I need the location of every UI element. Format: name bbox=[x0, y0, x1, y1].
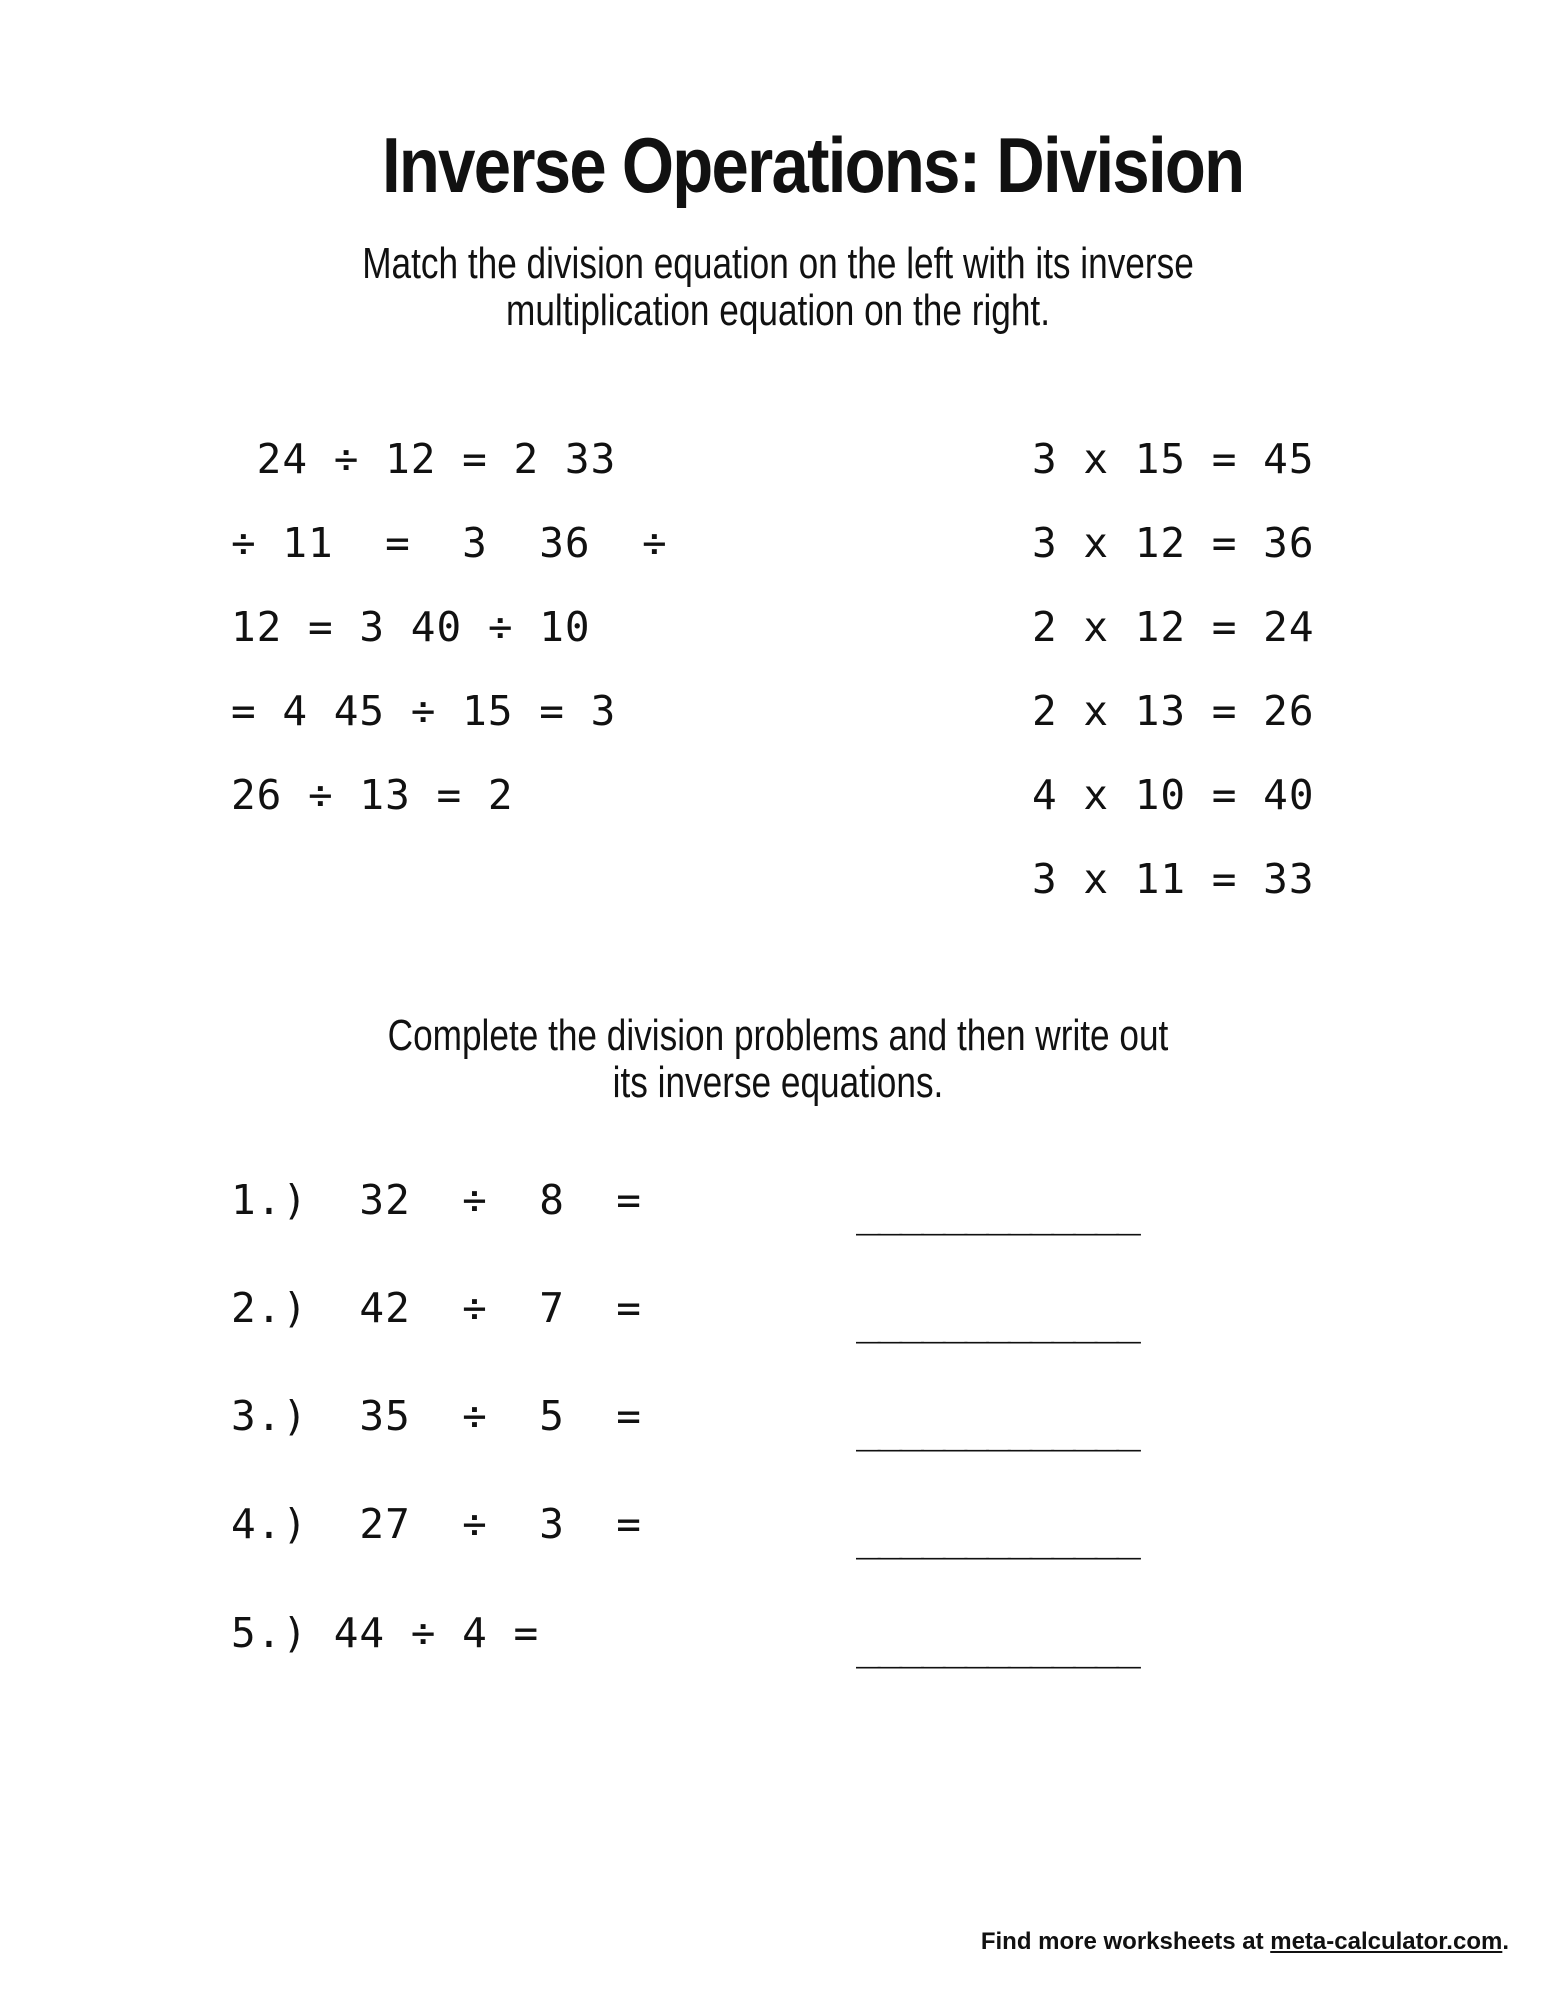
division-line-2: ÷ 11 = 3 36 ÷ bbox=[231, 519, 668, 567]
multiplication-line-5: 4 x 10 = 40 bbox=[1032, 771, 1315, 819]
division-line-1: 24 ÷ 12 = 2 33 bbox=[231, 435, 617, 483]
multiplication-line-1: 3 x 15 = 45 bbox=[1032, 435, 1315, 483]
match-instructions bbox=[160, 240, 1396, 334]
match-instructions-line-2: multiplication equation on the right. bbox=[506, 286, 1050, 335]
problem-1-answer-blank[interactable]: _____________ bbox=[856, 1188, 1138, 1236]
division-line-5: 26 ÷ 13 = 2 bbox=[231, 771, 514, 819]
footer-suffix: . bbox=[1502, 1928, 1509, 1955]
footer-prefix: Find more worksheets at bbox=[980, 1928, 1271, 1955]
problem-4-answer-blank[interactable]: _____________ bbox=[856, 1512, 1138, 1560]
multiplication-line-6: 3 x 11 = 33 bbox=[1032, 855, 1315, 903]
problem-5-label: 5.) 44 ÷ 4 = bbox=[231, 1609, 540, 1657]
page-title-text: Inverse Operations: Division bbox=[381, 121, 1244, 209]
problem-1-label: 1.) 32 ÷ 8 = bbox=[231, 1176, 642, 1224]
problem-2-answer-blank[interactable]: _____________ bbox=[856, 1296, 1138, 1344]
footer bbox=[981, 1928, 1509, 1956]
footer-link[interactable]: meta-calculator.com bbox=[1270, 1928, 1503, 1955]
problem-4-label: 4.) 27 ÷ 3 = bbox=[231, 1500, 642, 1548]
problem-5-answer-blank[interactable]: _____________ bbox=[856, 1621, 1138, 1669]
problem-3-answer-blank[interactable]: _____________ bbox=[856, 1404, 1138, 1452]
multiplication-line-3: 2 x 12 = 24 bbox=[1032, 603, 1315, 651]
complete-instructions bbox=[160, 1012, 1396, 1106]
complete-instructions-line-1: Complete the division problems and then write out bbox=[387, 1011, 1169, 1060]
division-line-4: = 4 45 ÷ 15 = 3 bbox=[231, 687, 617, 735]
page-title bbox=[114, 121, 1443, 209]
division-line-3: 12 = 3 40 ÷ 10 bbox=[231, 603, 591, 651]
problem-3-label: 3.) 35 ÷ 5 = bbox=[231, 1392, 642, 1440]
multiplication-line-2: 3 x 12 = 36 bbox=[1032, 519, 1315, 567]
problem-2-label: 2.) 42 ÷ 7 = bbox=[231, 1284, 642, 1332]
complete-instructions-line-2: its inverse equations. bbox=[612, 1058, 944, 1107]
match-instructions-line-1: Match the division equation on the left with its inverse bbox=[362, 239, 1194, 288]
multiplication-line-4: 2 x 13 = 26 bbox=[1032, 687, 1315, 735]
